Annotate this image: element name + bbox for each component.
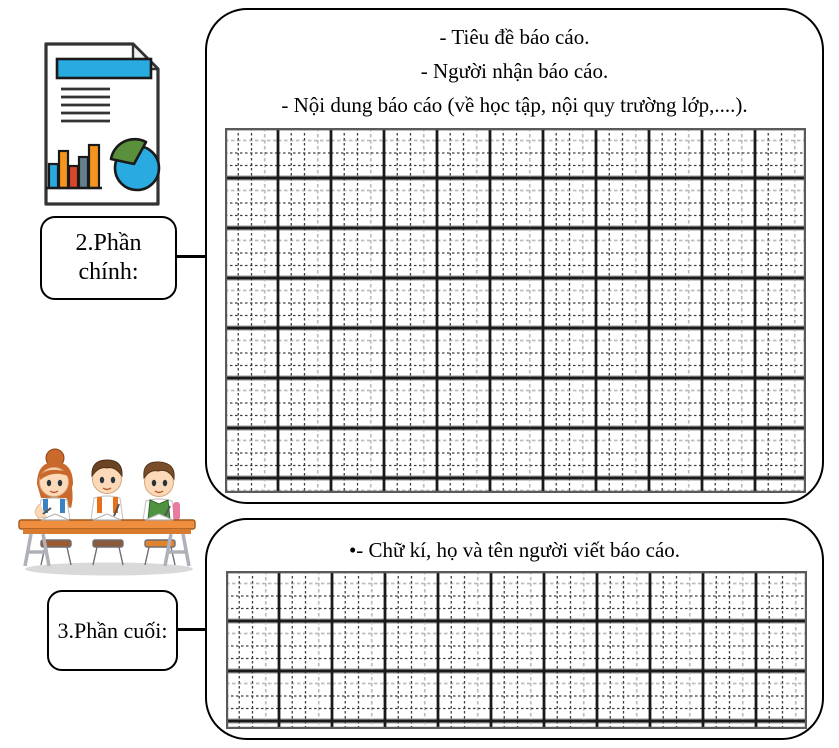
main-line-content: - Nội dung báo cáo (về học tập, nội quy trường lớp,....).	[281, 93, 748, 117]
main-line-title: - Tiêu đề báo cáo.	[439, 25, 590, 49]
label-main-line2: chính:	[78, 259, 139, 285]
girl-left	[35, 449, 73, 520]
label-main-section	[40, 216, 177, 300]
main-section-text	[207, 20, 822, 122]
label-footer-text: 3.Phần cuối:	[57, 618, 168, 643]
connector-main-line	[176, 255, 207, 258]
children-studying-illustration	[13, 446, 201, 578]
label-footer-section	[47, 590, 178, 671]
boy-right	[143, 462, 180, 520]
footer-section-text	[207, 533, 822, 567]
main-section-box	[205, 8, 824, 504]
main-line-recipient: - Người nhận báo cáo.	[420, 59, 609, 83]
footer-section-box	[205, 518, 824, 740]
label-main-line1: 2.Phần	[75, 230, 142, 256]
footer-line-signature: •- Chữ kí, họ và tên người viết báo cáo.	[348, 538, 681, 562]
writing-grid-main	[225, 128, 806, 493]
connector-footer-line	[177, 628, 207, 631]
boy-middle	[91, 460, 123, 520]
report-document-icon	[40, 40, 162, 208]
stool-middle	[93, 540, 123, 565]
writing-grid-footer	[226, 571, 807, 729]
